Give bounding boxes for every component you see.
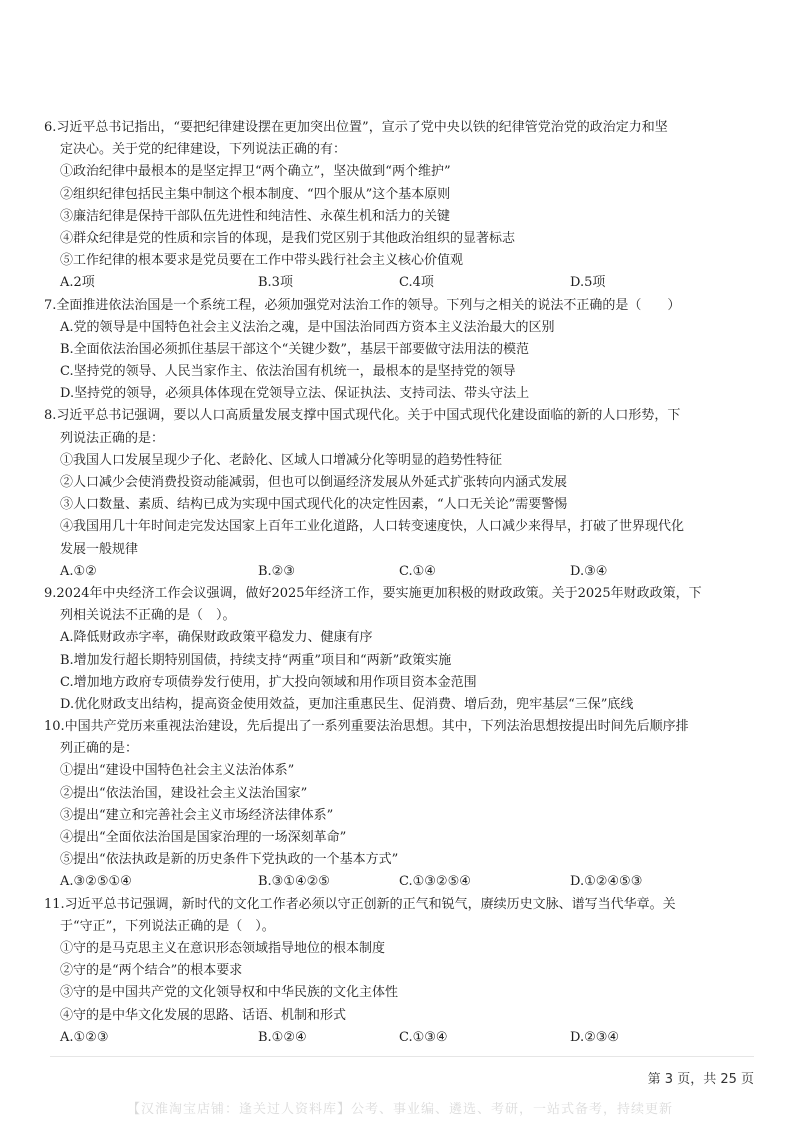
answer-options-row bbox=[44, 871, 764, 893]
footer-divider bbox=[50, 1056, 754, 1057]
question-stem-line: 7.全面推进依法治国是一个系统工程，必须加强党对法治工作的领导。下列与之相关的说法不正确的是（ ） bbox=[44, 297, 681, 313]
question-block bbox=[44, 894, 764, 1049]
statement-item: ③人口数量、素质、结构已成为实现中国式现代化的决定性因素，“人口无关论”需要警惕 bbox=[60, 497, 568, 513]
answer-option: C.①③④ bbox=[399, 1029, 448, 1045]
answer-option: D.5项 bbox=[570, 275, 606, 291]
question-stem-line: 定决心。关于党的纪律建设，下列说法正确的有： bbox=[60, 142, 347, 158]
statement-item: ④守的是中华文化发展的思路、话语、机制和形式 bbox=[60, 1007, 347, 1023]
question-block bbox=[44, 295, 764, 406]
answer-option: D.③④ bbox=[570, 563, 608, 579]
question-block bbox=[44, 405, 764, 583]
statement-item: ⑤提出“依法执政是新的历史条件下党执政的一个基本方式” bbox=[60, 852, 399, 868]
answer-options-row bbox=[44, 1027, 764, 1049]
question-block bbox=[44, 117, 764, 295]
statement-item: ③提出“建立和完善社会主义市场经济法律体系” bbox=[60, 807, 334, 823]
statement-item: ⑤工作纪律的根本要求是党员要在工作中带头践行社会主义核心价值观 bbox=[60, 253, 464, 269]
statement-item: ①提出“建设中国特色社会主义法治体系” bbox=[60, 763, 295, 779]
answer-option: A.①② bbox=[60, 563, 97, 579]
statement-item: ③廉洁纪律是保持干部队伍先进性和纯洁性、永葆生机和活力的关键 bbox=[60, 208, 451, 224]
statement-item: ①我国人口发展呈现少子化、老龄化、区域人口增减分化等明显的趋势性特征 bbox=[60, 452, 503, 468]
statement-item: ②人口减少会使消费投资动能减弱，但也可以倒逼经济发展从外延式扩张转向内涵式发展 bbox=[60, 475, 568, 490]
question-stem-line: 6.习近平总书记指出，“要把纪律建设摆在更加突出位置”，宣示了党中央以铁的纪律管党治党的政治定力和坚 bbox=[44, 120, 668, 135]
watermark-text: 【汉淮淘宝店铺：逢关过人资料库】公考、事业编、遴选、考研，一站式备考，持续更新 bbox=[126, 1102, 673, 1117]
answer-option: B.①②④ bbox=[258, 1029, 307, 1045]
answer-option-line: B.全面依法治国必须抓住基层干部这个“关键少数”，基层干部要做守法用法的模范 bbox=[60, 341, 529, 357]
answer-option-line: C.坚持党的领导、人民当家作主、依法治国有机统一，最根本的是坚持党的领导 bbox=[60, 364, 516, 380]
answer-options-row bbox=[44, 272, 764, 294]
answer-option: A.①②③ bbox=[60, 1029, 109, 1045]
question-stem-line: 10.中国共产党历来重视法治建设，先后提出了一系列重要法治思想。其中，下列法治思想按提出时间先后顺序排 bbox=[44, 719, 689, 735]
question-block bbox=[44, 583, 764, 716]
answer-option: B.③①④②⑤ bbox=[258, 874, 330, 890]
statement-item: ②提出“依法治国，建设社会主义法治国家” bbox=[60, 785, 308, 801]
answer-option: A.2项 bbox=[60, 275, 95, 291]
answer-option: C.4项 bbox=[399, 275, 434, 291]
question-stem-line: 于“守正”，下列说法正确的是（ ）。 bbox=[60, 918, 275, 934]
question-block bbox=[44, 716, 764, 894]
answer-option: B.②③ bbox=[258, 563, 295, 579]
question-stem-line: 9.2024年中央经济工作会议强调，做好2025年经济工作，要实施更加积极的财政政策。关于2025年财政政策，下 bbox=[44, 585, 702, 601]
statement-item: ①政治纪律中最根本的是坚定捍卫“两个确立”，坚决做到“两个维护” bbox=[60, 164, 451, 180]
question-stem-line: 11.习近平总书记强调，新时代的文化工作者必须以守正创新的正气和锐气，赓续历史文脉、谱写当代华章。关 bbox=[44, 896, 676, 912]
question-stem-line: 列相关说法不正确的是（ ）。 bbox=[60, 608, 236, 624]
answer-option: D.①②④⑤③ bbox=[570, 874, 643, 890]
statement-item: 发展一般规律 bbox=[60, 541, 139, 557]
answer-option-line: C.增加地方政府专项债券发行使用，扩大投向领域和用作项目资本金范围 bbox=[60, 674, 477, 690]
answer-option-line: A.降低财政赤字率，确保财政政策平稳发力、健康有序 bbox=[60, 630, 373, 646]
answer-option: C.①③②⑤④ bbox=[399, 874, 471, 890]
question-stem-line: 列说法正确的是： bbox=[60, 430, 165, 446]
answer-option-line: D.坚持党的领导，必须具体体现在党领导立法、保证执法、支持司法、带头守法上 bbox=[60, 386, 530, 402]
answer-options-row bbox=[44, 561, 764, 583]
statement-item: ①守的是马克思主义在意识形态领域指导地位的根本制度 bbox=[60, 940, 386, 956]
statement-item: ④我国用几十年时间走完发达国家上百年工业化道路，人口转变速度快，人口减少来得早，打破了世界现代化 bbox=[60, 519, 685, 535]
answer-option: B.3项 bbox=[258, 275, 293, 291]
question-list bbox=[44, 117, 764, 1049]
answer-option: D.②③④ bbox=[570, 1029, 620, 1045]
statement-item: ④群众纪律是党的性质和宗旨的体现，是我们党区别于其他政治组织的显著标志 bbox=[60, 230, 516, 246]
statement-item: ②守的是“两个结合”的根本要求 bbox=[60, 963, 243, 979]
statement-item: ②组织纪律包括民主集中制这个根本制度、“四个服从”这个基本原则 bbox=[60, 186, 451, 202]
answer-option-line: A.党的领导是中国特色社会主义法治之魂，是中国法治同西方资本主义法治最大的区别 bbox=[60, 319, 555, 335]
answer-option-line: D.优化财政支出结构，提高资金使用效益，更加注重惠民生、促消费、增后劲，兜牢基层“三保”底线 bbox=[60, 696, 634, 712]
statement-item: ③守的是中国共产党的文化领导权和中华民族的文化主体性 bbox=[60, 985, 399, 1001]
answer-option-line: B.增加发行超长期特别国债，持续支持“两重”项目和“两新”政策实施 bbox=[60, 652, 452, 668]
statement-item: ④提出“全面依法治国是国家治理的一场深刻革命” bbox=[60, 830, 347, 845]
answer-option: C.①④ bbox=[399, 563, 436, 579]
answer-option: A.③②⑤①④ bbox=[60, 874, 132, 890]
question-stem-line: 列正确的是： bbox=[60, 741, 139, 757]
page-number: 第 3 页，共 25 页 bbox=[647, 1072, 754, 1087]
question-stem-line: 8.习近平总书记强调，要以人口高质量发展支撑中国式现代化。关于中国式现代化建设面临的新的人口形势，下 bbox=[44, 408, 681, 424]
